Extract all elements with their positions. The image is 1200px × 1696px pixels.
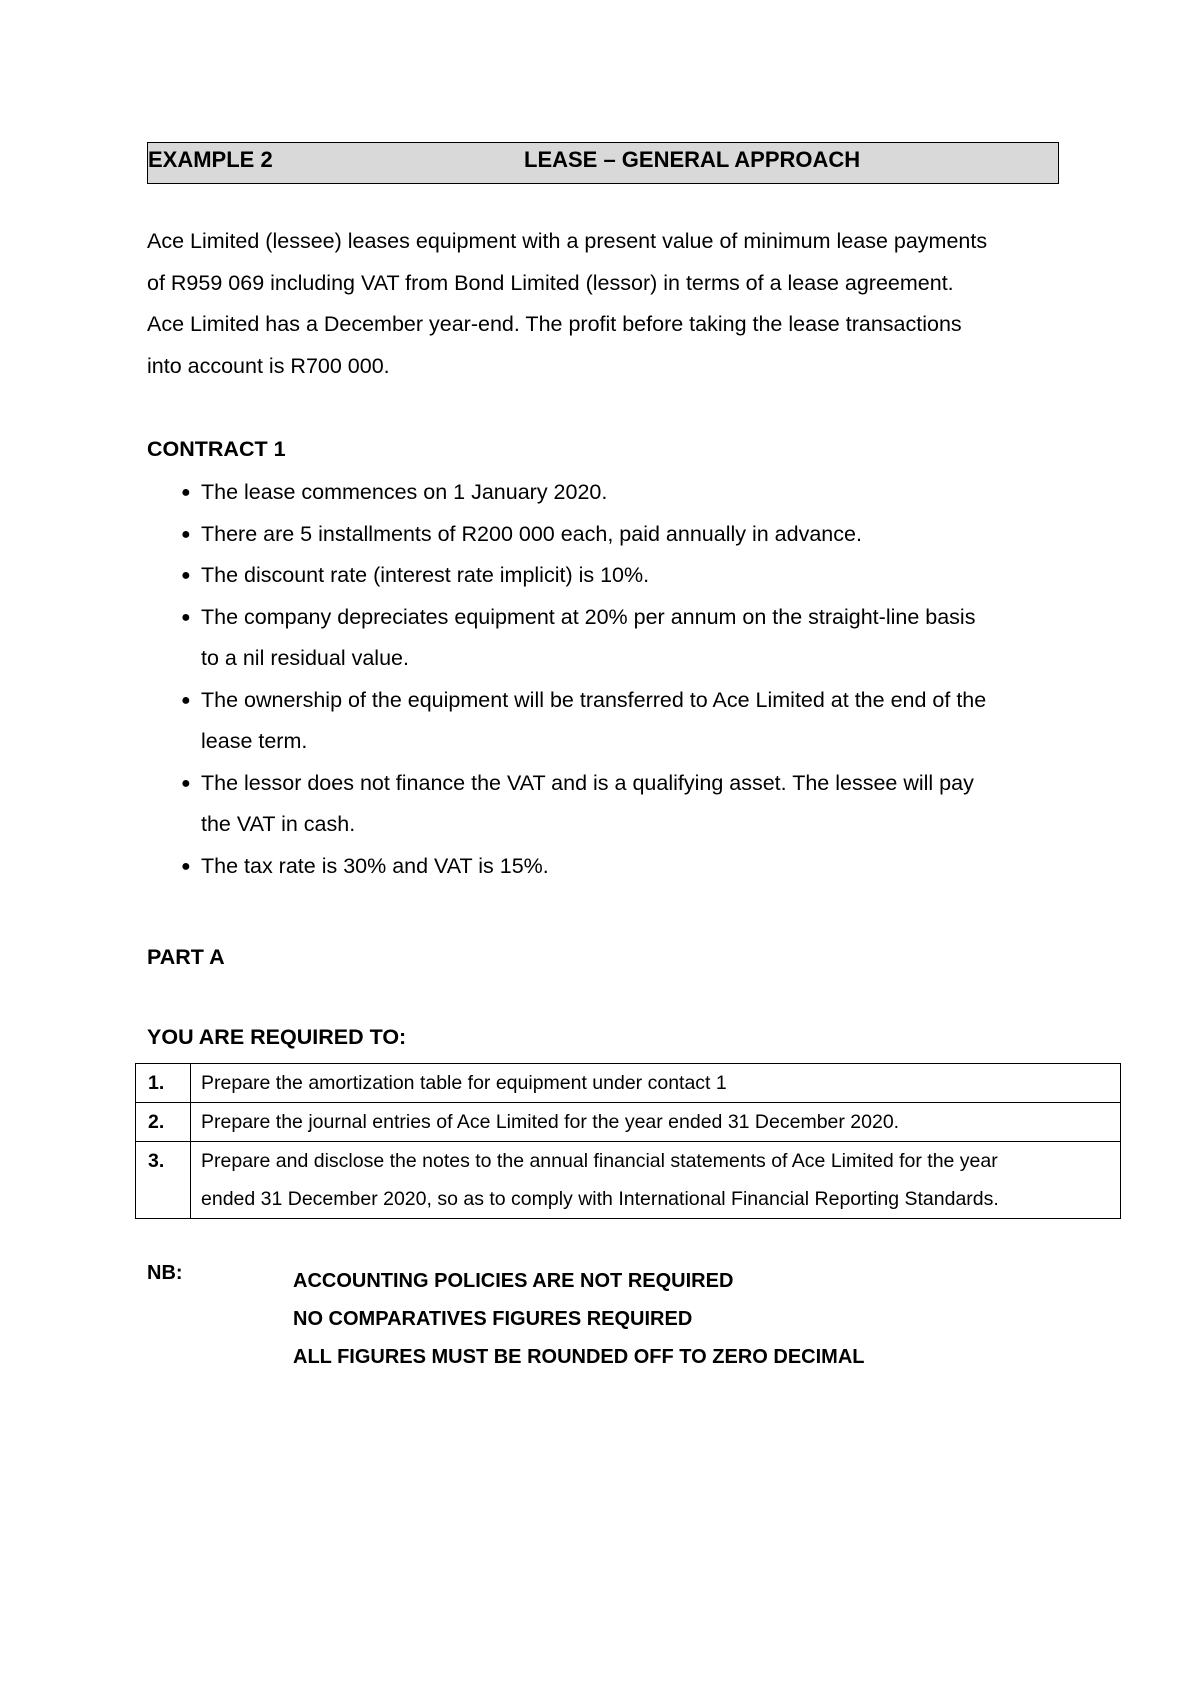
bullet-item [181,514,1101,556]
example-title-box [147,142,1059,184]
nb-label: NB: [147,1262,183,1284]
requirement-line: Prepare the journal entries of Ace Limited for the year ended 31 December 2020. [201,1111,900,1133]
nb-notes [293,1262,864,1376]
requirement-line: Prepare the amortization table for equipment under contact 1 [201,1072,727,1094]
bullet-icon: ● [181,857,191,875]
nb-line: ALL FIGURES MUST BE ROUNDED OFF TO ZERO DECIMAL [293,1346,865,1368]
bullet-item [181,763,1101,846]
bullet-text: The lessor does not finance the VAT and is a qualifying asset. The lessee will pay [201,770,974,795]
bullet-icon: ● [181,567,191,584]
bullet-text: The tax rate is 30% and VAT is 15%. [201,853,549,878]
requirement-text [191,1064,1121,1103]
requirement-number: 1. [136,1064,191,1103]
bullet-item [181,597,1101,680]
contract-bullet-list [181,472,1101,887]
bullet-text: The company depreciates equipment at 20% per annum on the straight-line basis [201,604,976,629]
intro-line: into account is R700 000. [147,353,390,378]
requirement-number: 3. [136,1142,191,1219]
table-row [136,1103,1121,1142]
required-heading: YOU ARE REQUIRED TO: [147,1025,407,1049]
bullet-item [181,555,1101,597]
requirements-table [135,1063,1121,1219]
bullet-text: The discount rate (interest rate implicit) is 10%. [201,563,650,587]
intro-paragraph [147,221,1087,387]
bullet-icon: ● [181,774,191,792]
bullet-text: The ownership of the equipment will be transferred to Ace Limited at the end of the [201,687,987,712]
bullet-item [181,472,1101,514]
bullet-item [181,680,1101,763]
requirement-line: ended 31 December 2020, so as to comply with International Financial Reporting Standards. [201,1188,999,1210]
intro-line: Ace Limited has a December year-end. The profit before taking the lease transactions [147,312,962,336]
example-topic: LEASE – GENERAL APPROACH [524,147,861,172]
bullet-text: There are 5 installments of R200 000 each, paid annually in advance. [201,521,862,546]
table-row [136,1142,1121,1219]
requirement-line: Prepare and disclose the notes to the annual financial statements of Ace Limited for the year [201,1150,998,1172]
requirement-text [191,1103,1121,1142]
part-heading: PART A [147,945,225,969]
bullet-text: The lease commences on 1 January 2020. [201,480,608,504]
contract-heading: CONTRACT 1 [147,437,286,461]
intro-line: of R959 069 including VAT from Bond Limited (lessor) in terms of a lease agreement. [147,270,954,295]
bullet-text: to a nil residual value. [201,646,409,670]
intro-line: Ace Limited (lessee) leases equipment with a present value of minimum lease payments [147,229,988,253]
nb-line: ACCOUNTING POLICIES ARE NOT REQUIRED [293,1270,734,1292]
nb-line: NO COMPARATIVES FIGURES REQUIRED [293,1308,693,1330]
bullet-text: lease term. [201,729,308,753]
bullet-icon: ● [181,691,191,709]
requirement-text [191,1142,1121,1219]
bullet-icon: ● [181,484,191,501]
bullet-icon: ● [181,608,191,626]
bullet-text: the VAT in cash. [201,812,356,836]
requirement-number: 2. [136,1103,191,1142]
table-row [136,1064,1121,1103]
bullet-icon: ● [181,525,191,543]
bullet-item [181,846,1101,888]
example-number: EXAMPLE 2 [148,147,273,172]
